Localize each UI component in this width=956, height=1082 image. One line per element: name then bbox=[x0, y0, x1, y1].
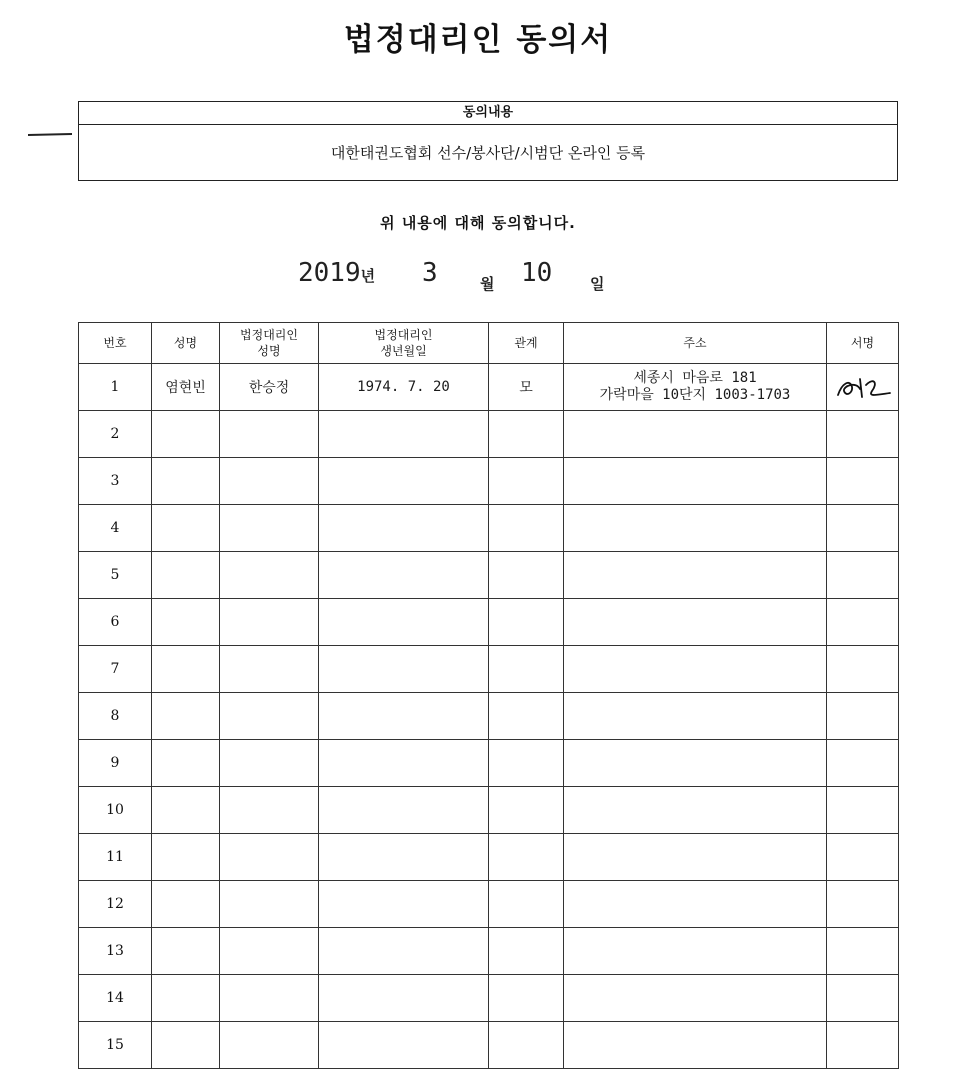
table-row bbox=[79, 646, 899, 693]
row-address-line1: 세종시 마음로 181 bbox=[633, 370, 757, 386]
row-number: 7 bbox=[79, 646, 152, 693]
table-row bbox=[79, 505, 899, 552]
table-row bbox=[79, 834, 899, 881]
date-day-unit-wrap bbox=[590, 266, 605, 296]
date-month-value: 3 bbox=[422, 258, 438, 288]
table-row bbox=[79, 881, 899, 928]
row-number: 15 bbox=[79, 1022, 152, 1069]
table-header-row bbox=[79, 323, 899, 364]
table-row bbox=[79, 599, 899, 646]
row-guardian-birth: 1974. 7. 20 bbox=[319, 364, 489, 411]
date-day bbox=[521, 258, 552, 288]
table-row bbox=[79, 975, 899, 1022]
consent-text: 대한태권도협회 선수/봉사단/시범단 온라인 등록 bbox=[330, 144, 646, 162]
table-row bbox=[79, 364, 899, 411]
signature-mark bbox=[830, 371, 896, 403]
row-number: 9 bbox=[79, 740, 152, 787]
header-guardian-birth: 법정대리인 생년월일 bbox=[319, 323, 489, 364]
table-row bbox=[79, 1022, 899, 1069]
row-number: 14 bbox=[79, 975, 152, 1022]
row-number: 4 bbox=[79, 505, 152, 552]
table-row bbox=[79, 693, 899, 740]
date-month-unit-wrap bbox=[480, 266, 495, 296]
row-number: 6 bbox=[79, 599, 152, 646]
scan-mark bbox=[28, 133, 72, 137]
header-number: 번호 bbox=[79, 323, 152, 364]
table-row bbox=[79, 552, 899, 599]
row-number: 10 bbox=[79, 787, 152, 834]
table-row bbox=[79, 928, 899, 975]
guardian-table bbox=[78, 322, 899, 1069]
document-title: 법정대리인 동의서 bbox=[343, 22, 613, 58]
header-relation: 관계 bbox=[489, 323, 564, 364]
row-number: 8 bbox=[79, 693, 152, 740]
row-address-line2: 가락마을 10단지 1003-1703 bbox=[599, 387, 791, 403]
agree-statement: 위 내용에 대해 동의합니다. bbox=[380, 214, 576, 232]
table-row bbox=[79, 458, 899, 505]
consent-box bbox=[78, 101, 898, 181]
row-number: 11 bbox=[79, 834, 152, 881]
date-year-value: 2019 bbox=[298, 258, 361, 288]
date-year bbox=[298, 258, 375, 288]
row-address bbox=[564, 364, 827, 411]
header-guardian-name: 법정대리인 성명 bbox=[220, 323, 319, 364]
row-number: 13 bbox=[79, 928, 152, 975]
row-number: 3 bbox=[79, 458, 152, 505]
row-relation: 모 bbox=[489, 364, 564, 411]
table-row bbox=[79, 787, 899, 834]
row-number: 1 bbox=[79, 364, 152, 411]
date-year-unit: 년 bbox=[360, 267, 376, 285]
date-day-value: 10 bbox=[521, 258, 553, 288]
row-number: 5 bbox=[79, 552, 152, 599]
table-row bbox=[79, 740, 899, 787]
row-signature bbox=[827, 364, 899, 411]
header-name: 성명 bbox=[152, 323, 220, 364]
header-signature: 서명 bbox=[827, 323, 899, 364]
row-number: 12 bbox=[79, 881, 152, 928]
row-number: 2 bbox=[79, 411, 152, 458]
consent-header: 동의내용 bbox=[79, 102, 897, 125]
date-month bbox=[422, 258, 438, 288]
row-name: 염현빈 bbox=[152, 364, 220, 411]
date-day-unit: 일 bbox=[590, 275, 605, 293]
row-guardian-name: 한승정 bbox=[220, 364, 319, 411]
header-address: 주소 bbox=[564, 323, 827, 364]
table-row bbox=[79, 411, 899, 458]
date-month-unit: 월 bbox=[480, 275, 495, 293]
